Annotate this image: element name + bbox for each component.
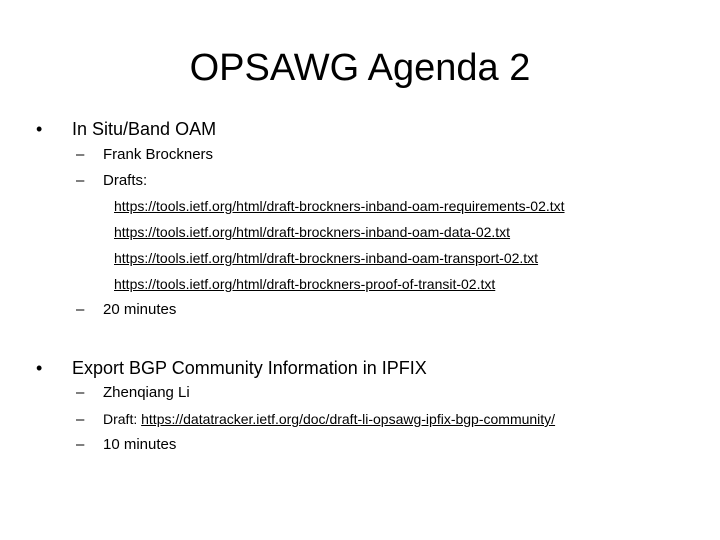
- sub-item-duration: [76, 434, 176, 456]
- sub-item-presenter: [76, 382, 190, 404]
- slide-title: OPSAWG Agenda 2: [189, 47, 531, 89]
- presenter-name: Frank Brockners: [103, 146, 214, 163]
- sub-item-draft: [76, 408, 555, 431]
- sub-item-drafts: [76, 170, 147, 192]
- draft-link-proof-of-transit[interactable]: https://tools.ietf.org/html/draft-brockners-proof-of-transit-02.txt: [114, 276, 496, 292]
- agenda-item-in-situ-oam: [36, 117, 216, 141]
- dash: –: [76, 384, 85, 401]
- agenda-item-heading: In Situ/Band OAM: [72, 119, 217, 139]
- drafts-label: Drafts:: [103, 172, 148, 189]
- draft-label: Draft:: [103, 411, 142, 427]
- draft-link-bgp-community[interactable]: https://datatracker.ietf.org/doc/draft-li-opsawg-ipfix-bgp-community/: [141, 411, 556, 427]
- presenter-name: Zhenqiang Li: [103, 384, 190, 401]
- sub-item-presenter: [76, 144, 213, 166]
- draft-link-requirements[interactable]: https://tools.ietf.org/html/draft-brockners-inband-oam-requirements-02.txt: [114, 198, 565, 214]
- agenda-item-heading: Export BGP Community Information in IPFIX: [72, 358, 427, 378]
- dash: –: [76, 301, 85, 318]
- duration-text: 10 minutes: [103, 436, 177, 453]
- dash: –: [76, 411, 85, 428]
- dash: –: [76, 146, 85, 163]
- sub-item-duration: [76, 299, 176, 321]
- agenda-item-bgp-community: [36, 356, 427, 380]
- draft-link-data[interactable]: https://tools.ietf.org/html/draft-brockners-inband-oam-data-02.txt: [114, 224, 511, 240]
- dash: –: [76, 172, 85, 189]
- duration-text: 20 minutes: [103, 301, 177, 318]
- dash: –: [76, 436, 85, 453]
- bullet: •: [36, 119, 43, 139]
- bullet: •: [36, 358, 43, 378]
- draft-link-transport[interactable]: https://tools.ietf.org/html/draft-brockners-inband-oam-transport-02.txt: [114, 250, 539, 266]
